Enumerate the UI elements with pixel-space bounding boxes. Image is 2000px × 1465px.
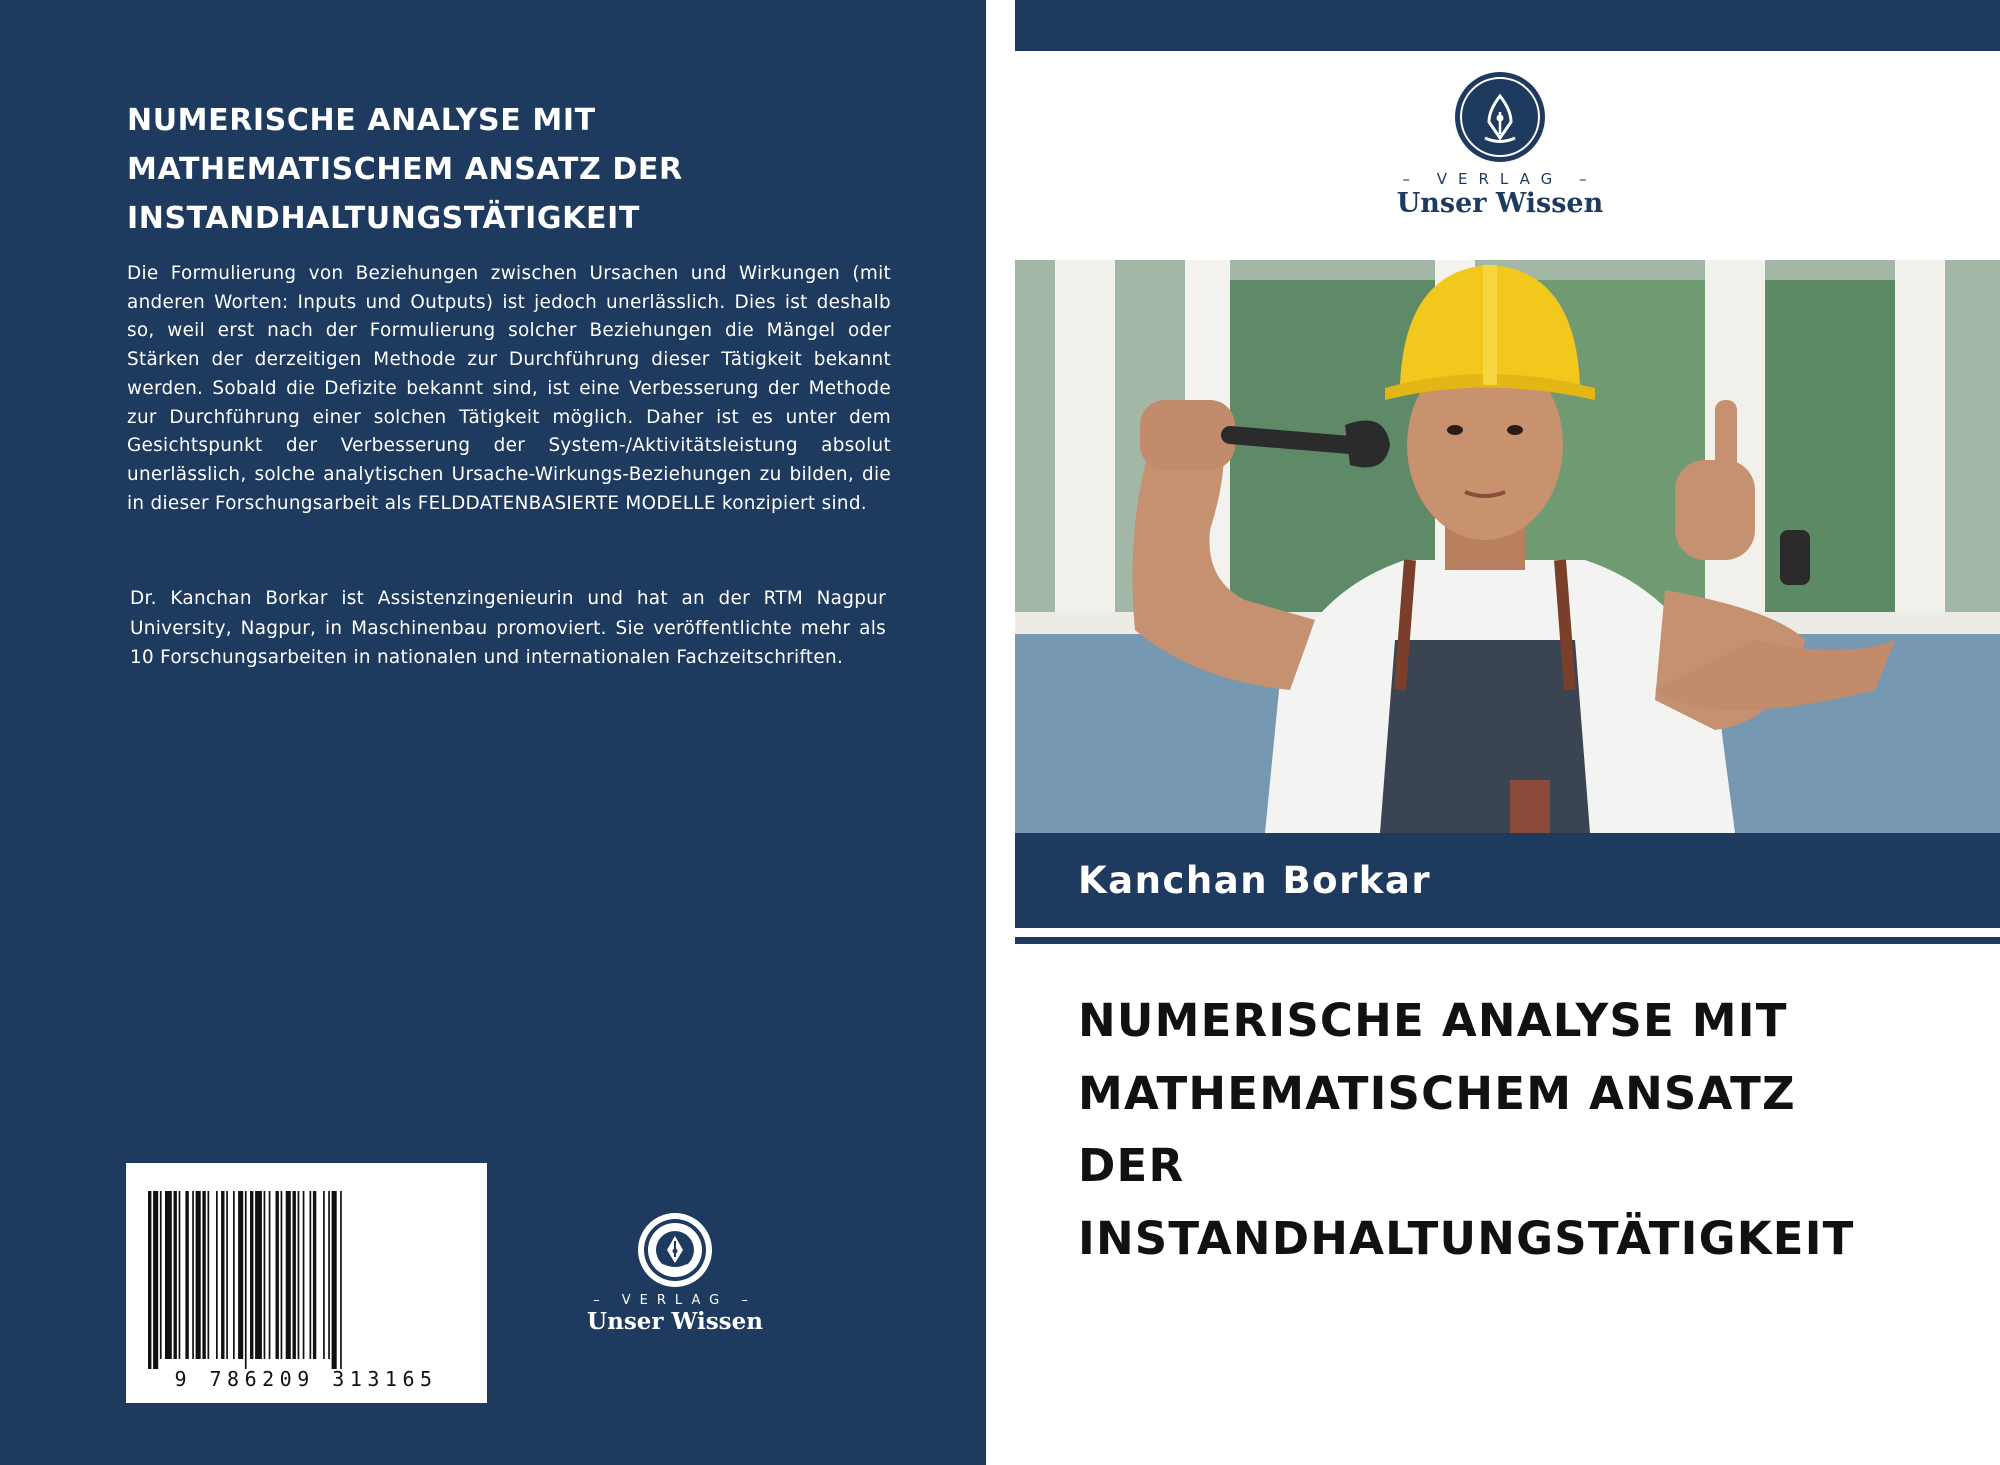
barcode-bar (250, 1191, 253, 1359)
barcode-bar (153, 1191, 158, 1369)
barcode-bar (245, 1191, 247, 1369)
divider-rule (1015, 937, 2000, 944)
barcode-bar (208, 1191, 210, 1359)
barcode-bar (196, 1191, 201, 1359)
barcode-bar (179, 1191, 181, 1359)
barcode-bar (202, 1191, 205, 1359)
back-title-line: INSTANDHALTUNGSTÄTIGKEIT (127, 201, 640, 236)
barcode-bar (148, 1191, 151, 1369)
barcode-bar (310, 1191, 312, 1359)
cover-photo (1015, 260, 2000, 833)
barcode-bar (298, 1191, 300, 1359)
barcode-bar (216, 1191, 218, 1359)
barcode-bar (174, 1191, 177, 1359)
barcode-bar (286, 1191, 291, 1359)
front-cover-title (1078, 985, 1958, 1275)
barcode-bar (323, 1191, 325, 1359)
barcode-bar (340, 1191, 342, 1369)
front-title-line: DER (1078, 1139, 1185, 1192)
barcode-bar (293, 1191, 296, 1359)
barcode-bar (160, 1191, 162, 1359)
author-bio: Dr. Kanchan Borkar ist Assistenzingenieurin und hat an der RTM Nagpur University, Nagpur, in Maschinenbau promoviert. Sie veröffentlichte mehr als 10 Forschungsarbeiten in nationalen und internationalen Fachzeitschriften. (130, 588, 886, 668)
barcode-bar (328, 1191, 330, 1359)
author-banner (1015, 833, 2000, 928)
barcode-bar (276, 1191, 279, 1359)
back-title-line: MATHEMATISCHEM ANSATZ DER (127, 152, 683, 187)
barcode-bar (264, 1191, 266, 1359)
barcode-bar (332, 1191, 337, 1369)
front-title-line: NUMERISCHE ANALYSE MIT (1078, 994, 1788, 1047)
front-title-line: MATHEMATISCHEM ANSATZ (1078, 1066, 1796, 1120)
barcode-bar (226, 1191, 228, 1359)
back-title-line: NUMERISCHE ANALYSE MIT (127, 103, 596, 138)
fountain-pen-nib-icon (1455, 72, 1545, 162)
front-publisher-logo (1380, 72, 1620, 222)
isbn-barcode (126, 1163, 487, 1403)
front-top-bar (1015, 0, 2000, 51)
barcode-bar (269, 1191, 271, 1359)
publisher-verlag-label: – VERLAG – (593, 1293, 757, 1308)
front-title-line: INSTANDHALTUNGSTÄTIGKEIT (1078, 1211, 1855, 1265)
barcode-bar (281, 1191, 283, 1359)
author-name: Kanchan Borkar (1078, 859, 1432, 902)
worker-photo-illustration (1015, 260, 2000, 833)
barcode-bar (233, 1191, 235, 1359)
back-cover (0, 0, 986, 1465)
barcode-bar (192, 1191, 194, 1359)
publisher-verlag-label: – VERLAG – (1402, 170, 1598, 188)
barcode-bar (303, 1191, 305, 1359)
back-cover-title (127, 96, 887, 243)
back-publisher-logo (585, 1213, 765, 1343)
barcode-bar (238, 1191, 243, 1359)
barcode-bar (165, 1191, 172, 1359)
barcode-bar (255, 1191, 262, 1359)
barcode-bar (185, 1191, 188, 1359)
barcode-bar (313, 1191, 316, 1359)
publisher-name: Unser Wissen (1396, 188, 1604, 219)
publisher-name: Unser Wissen (587, 1308, 763, 1335)
isbn-digits: 9 786209 313165 (174, 1367, 438, 1391)
publisher-seal-icon (638, 1213, 712, 1287)
back-cover-blurb: Die Formulierung von Beziehungen zwischen Ursachen und Wirkungen (mit anderen Worten: Inputs und Outputs) ist jedoch unerlässlich. Dies ist deshalb so, weil erst nach der Formulierung solcher Beziehungen die Mängel oder Stärken der derzeitigen Methode zur Durchführung dieser Tätigkeit bekannt werden. Sobald die Defizite bekannt sind, ist eine Verbesserung der Methode zur Durchführung einer solchen Tätigkeit möglich. Daher ist es unter dem Gesichtspunkt der Verbesserung der System-/Aktivitätsleistung absolut unerlässlich, solche analytischen Ursache-Wirkungs-Beziehungen zu bilden, die in dieser Forschungsarbeit als FELDDATENBASIERTE MODELLE konzipiert sind. (127, 263, 891, 514)
barcode-bar (221, 1191, 224, 1359)
